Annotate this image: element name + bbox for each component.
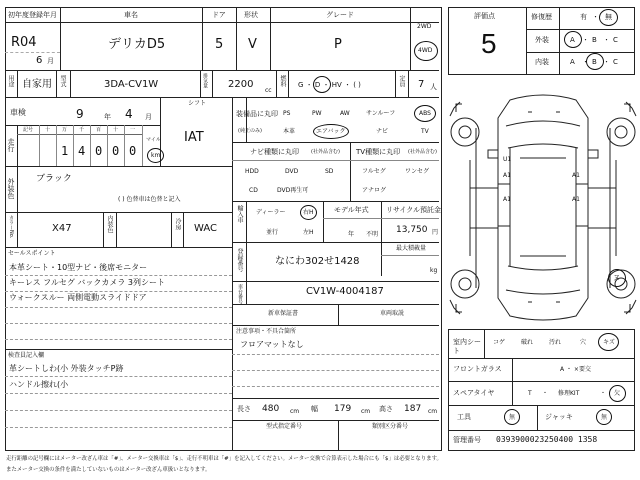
management-number-value: 0393900023250400 1358 bbox=[496, 435, 598, 444]
use-value: 自家用 bbox=[22, 79, 52, 90]
sales-point-line: ウォークスルー 両側電動スライドドア bbox=[9, 293, 147, 302]
equip-navi: ナビ bbox=[376, 128, 389, 135]
ext-grade-b: B bbox=[592, 36, 597, 44]
fuel-label: 燃料 bbox=[279, 75, 286, 87]
digit-header-hyaku: 百 bbox=[96, 127, 102, 133]
type-cert-label: 型式指定番号 bbox=[266, 423, 303, 430]
repair-none: 無 bbox=[605, 13, 612, 21]
tools-value: 無 bbox=[509, 414, 516, 421]
shift-label: シフト bbox=[188, 100, 207, 107]
int-grade-sep: ・ bbox=[582, 58, 589, 66]
footer-note-line2: またメーター交換の条件を満たしていないものはメーター改ざん車扱いとなります。 bbox=[6, 467, 211, 473]
chassis-value: CV1W-4004187 bbox=[306, 286, 384, 297]
inspection-month: 4 bbox=[125, 107, 133, 121]
seat-hole: 穴 bbox=[580, 339, 587, 346]
inspection-year: 9 bbox=[76, 107, 84, 121]
shape-label: 形状 bbox=[244, 11, 258, 19]
int-grade-c: C bbox=[613, 58, 618, 66]
color-note: ( ) 色替車は色替と記入 bbox=[118, 196, 181, 203]
ac-value: WAC bbox=[194, 223, 217, 234]
displacement-value: 2200 bbox=[228, 79, 254, 90]
damage-mark: A1 bbox=[503, 196, 511, 203]
exterior-color-value: ブラック bbox=[36, 174, 72, 184]
repair-yes: 有 bbox=[580, 13, 587, 21]
spare-missing-circle bbox=[609, 385, 626, 402]
spare-sep: ・ bbox=[542, 390, 549, 397]
km-circle bbox=[147, 148, 164, 163]
vehicle-manual: 車両取説 bbox=[380, 310, 405, 317]
spare-repair-kit: 修理KIT bbox=[558, 390, 580, 397]
tv-oneseg: ワンセグ bbox=[405, 168, 430, 175]
int-grade-a: A bbox=[570, 58, 575, 66]
ext-grade-sep: ・ bbox=[582, 36, 589, 44]
reg-month-value: 6 bbox=[36, 55, 43, 66]
import-left-hand: 左H bbox=[303, 229, 314, 236]
mile-label: マイル bbox=[146, 137, 161, 143]
repair-history-label: 修復歴 bbox=[531, 13, 552, 21]
footer-note-line1: 走行距離の記号欄にはメーター改ざん車は「#」、メーター交換車は「$」、走行不明車は「#」を記入してください。メーター交換で合算表示した場合にも「$」は必要となります。 bbox=[6, 456, 442, 462]
inspector-label: 検査員記入欄 bbox=[8, 352, 45, 359]
equip-airbag: エアバック bbox=[316, 128, 346, 135]
month-unit: 月 bbox=[47, 57, 54, 65]
tools-label: 工具 bbox=[457, 413, 471, 421]
car-name-value: デリカD5 bbox=[108, 37, 166, 52]
ext-grade-sep: ・ bbox=[603, 36, 610, 44]
equip-sunroof: サンルーフ bbox=[366, 110, 396, 117]
color-no-value: X47 bbox=[52, 223, 72, 234]
displacement-label: 排気量 bbox=[202, 73, 208, 88]
import-label: 輸入車 bbox=[236, 205, 243, 223]
new-car-warranty: 新車保証書 bbox=[268, 310, 299, 317]
width-value: 179 bbox=[334, 404, 352, 414]
inspection-label: 車検 bbox=[10, 108, 26, 117]
airbag-circle bbox=[313, 124, 349, 139]
ext-grade-c: C bbox=[613, 36, 618, 44]
seat-tear: 破れ bbox=[521, 339, 534, 346]
notes-line: フロアマットなし bbox=[240, 340, 304, 349]
door-label: ドア bbox=[212, 11, 226, 19]
color-no-label: カラーNo. bbox=[8, 215, 14, 239]
spare-missing: 欠 bbox=[614, 390, 621, 397]
sales-point-line: キーレス フルセグ バックカメラ 3列シート bbox=[9, 278, 165, 287]
spare-t: T bbox=[528, 390, 532, 397]
digit-header-sen: 千 bbox=[79, 127, 85, 133]
import-right-hand: 右H bbox=[303, 209, 314, 216]
equipment-sub: (純正のみ) bbox=[238, 128, 262, 134]
chassis-label: 車台番号 bbox=[237, 284, 243, 304]
length-cm: cm bbox=[290, 408, 300, 415]
inspection-month-unit: 月 bbox=[145, 113, 152, 121]
length-value: 480 bbox=[262, 404, 280, 414]
capacity-unit: 人 bbox=[430, 83, 437, 91]
damage-mark: U1 bbox=[503, 156, 512, 163]
jack-value: 無 bbox=[601, 414, 608, 421]
reg-year-value: R04 bbox=[11, 35, 37, 50]
model-year-year: 年 bbox=[348, 231, 355, 238]
sales-points-label: セールスポイント bbox=[8, 250, 56, 257]
drive-2wd: 2WD bbox=[417, 23, 432, 30]
drive-4wd: 4WD bbox=[418, 47, 433, 54]
height-label: 高さ bbox=[379, 405, 393, 413]
drive-4wd-circle bbox=[414, 41, 438, 61]
jack-none-circle bbox=[596, 409, 612, 425]
navi-sd: SD bbox=[325, 168, 334, 175]
navi-type-sub: (社外品含む) bbox=[311, 149, 340, 155]
management-number-label: 管理番号 bbox=[453, 436, 481, 444]
model-label: 型式 bbox=[59, 75, 66, 87]
navi-dvd-play: DVD再生可 bbox=[277, 187, 309, 194]
navi-hdd: HDD bbox=[245, 168, 259, 175]
plate-label: 登録番号 bbox=[236, 248, 243, 272]
recycle-value: 13,750 bbox=[396, 225, 428, 235]
navi-dvd: DVD bbox=[285, 168, 299, 175]
ext-grade-a-circle bbox=[564, 31, 582, 48]
equip-leather: 本革 bbox=[283, 128, 296, 135]
max-load-kg: kg bbox=[430, 267, 438, 274]
recycle-yen: 円 bbox=[432, 229, 439, 236]
width-label: 幅 bbox=[311, 405, 318, 413]
sales-point-line: 本革シート・10型ナビ・後席モニター bbox=[9, 263, 148, 272]
navi-type-title: ナビ種類に丸印 bbox=[250, 148, 299, 156]
tv-type-sub: (社外品含む) bbox=[408, 149, 437, 155]
right-hand-circle bbox=[300, 205, 317, 220]
mileage-digit: 0 bbox=[95, 144, 103, 158]
equip-aw: AW bbox=[340, 110, 350, 117]
model-value: 3DA-CV1W bbox=[104, 79, 159, 90]
seat-dirt: 汚れ bbox=[549, 339, 562, 346]
int-grade-b: B bbox=[592, 58, 597, 66]
spare-sep: ・ bbox=[600, 390, 607, 397]
damage-mark: ヌ bbox=[613, 274, 620, 282]
mileage-digit: 0 bbox=[112, 144, 120, 158]
import-dealer: ディーラー bbox=[256, 209, 286, 216]
fuel-diesel-circle bbox=[313, 76, 331, 93]
int-grade-b-circle bbox=[586, 53, 604, 70]
seat-scratch-circle bbox=[598, 333, 619, 351]
abs-circle bbox=[414, 105, 436, 122]
max-load-label: 最大積載量 bbox=[396, 245, 427, 252]
digit-header-sign: 記号 bbox=[23, 127, 34, 133]
shift-value: IAT bbox=[184, 130, 204, 145]
damage-mark: A1 bbox=[572, 196, 580, 203]
model-year-unknown: 不明 bbox=[366, 231, 379, 238]
score-label: 評価点 bbox=[474, 12, 495, 20]
class-label: 類別区分番号 bbox=[372, 423, 409, 430]
height-value: 187 bbox=[404, 404, 422, 414]
plate-value: なにわ302せ1428 bbox=[275, 256, 360, 267]
tv-analog: アナログ bbox=[362, 187, 387, 194]
inspection-year-unit: 年 bbox=[104, 113, 111, 121]
equipment-label: 装備品に丸印 bbox=[236, 110, 278, 118]
mileage-digit: 4 bbox=[78, 144, 86, 158]
door-value: 5 bbox=[215, 37, 224, 52]
exterior-grade-label: 外装 bbox=[535, 36, 549, 44]
damage-mark-circle bbox=[608, 269, 626, 287]
import-parallel: 並行 bbox=[266, 229, 279, 236]
ac-label: 冷房 bbox=[174, 218, 181, 230]
inspector-note-line: 革シートしわ(小 外装タッチP跡 bbox=[9, 364, 124, 373]
digit-header-man: 万 bbox=[62, 127, 68, 133]
repair-sep: ・ bbox=[592, 13, 599, 21]
fuel-options: G ・ D ・ HV ・ ( ) bbox=[298, 81, 361, 89]
digit-header-ichi: 一 bbox=[130, 127, 136, 133]
cc-unit: cc bbox=[265, 87, 272, 94]
notes-label: 注意事項・不具合箇所 bbox=[236, 328, 297, 335]
capacity-value: 7 bbox=[418, 79, 425, 90]
ext-grade-a: A bbox=[570, 36, 575, 44]
windshield-options: A ・ ×要交 bbox=[560, 366, 591, 373]
reg-year-label: 初年度登録年月 bbox=[8, 11, 57, 19]
navi-cd: CD bbox=[249, 187, 258, 194]
damage-mark: A1 bbox=[503, 172, 511, 179]
seat-scratch: キズ bbox=[603, 339, 615, 346]
damage-mark: A1 bbox=[572, 172, 580, 179]
equip-tv: TV bbox=[421, 128, 429, 135]
tv-fullseg: フルセグ bbox=[362, 168, 386, 175]
km-label: km bbox=[151, 152, 161, 159]
windshield-label: フロントガラス bbox=[453, 365, 502, 373]
grade-label: グレード bbox=[326, 11, 354, 19]
mileage-label: 走行 bbox=[7, 138, 15, 152]
tv-type-title: TV種類に丸印 bbox=[356, 148, 401, 156]
interior-color-label: 内装色 bbox=[106, 215, 113, 233]
height-cm: cm bbox=[428, 408, 438, 415]
use-label: 用途 bbox=[7, 75, 14, 87]
interior-grade-label: 内装 bbox=[535, 58, 549, 66]
shape-value: V bbox=[248, 37, 257, 52]
model-year-label: モデル年式 bbox=[334, 206, 369, 214]
mileage-digit: 0 bbox=[129, 144, 137, 158]
mileage-digit: 1 bbox=[61, 144, 69, 158]
recycle-label: リサイクル預託金 bbox=[386, 206, 442, 214]
grade-value: P bbox=[334, 37, 342, 52]
length-label: 長さ bbox=[237, 405, 251, 413]
inspector-note-line: ハンドル擦れ(小 bbox=[9, 380, 69, 389]
seat-label: 室内シート bbox=[453, 338, 481, 356]
int-grade-sep: ・ bbox=[603, 58, 610, 66]
capacity-label: 定員 bbox=[398, 75, 405, 87]
width-cm: cm bbox=[361, 408, 371, 415]
car-name-label: 車名 bbox=[124, 11, 138, 19]
car-body-diagram bbox=[448, 88, 638, 326]
score-value: 5 bbox=[481, 28, 497, 59]
equip-pw: PW bbox=[312, 110, 322, 117]
digit-header-juu: 十 bbox=[113, 127, 119, 133]
equip-abs: ABS bbox=[419, 110, 431, 117]
spare-tire-label: スペアタイヤ bbox=[453, 389, 495, 397]
tools-none-circle bbox=[504, 409, 520, 425]
equip-ps: PS bbox=[283, 110, 291, 117]
jack-label: ジャッキ bbox=[545, 413, 573, 421]
exterior-color-label: 外装色 bbox=[7, 178, 15, 199]
digit-header-10man: 十 bbox=[45, 127, 51, 133]
repair-none-circle bbox=[599, 9, 618, 26]
seat-burn: コゲ bbox=[493, 339, 506, 346]
